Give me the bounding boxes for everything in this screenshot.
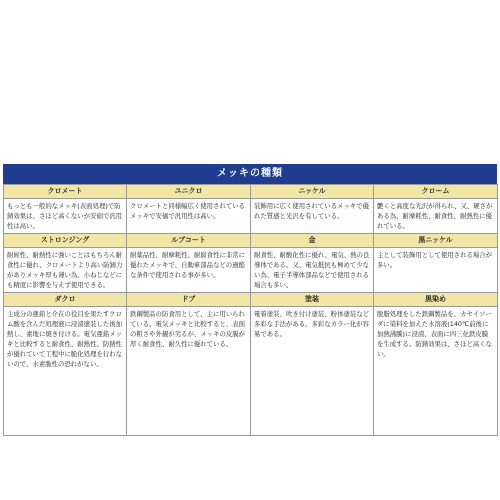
plating-description: 鉄鋼製品の防食用として、主に用いられている。電気メッキと比較すると、表面の粗さや外観が劣るが、メッキの皮膜が厚く耐食性、耐久性に優れている。 [127, 307, 251, 436]
plating-description: 脱脂処理をした鉄鋼製品を、カセイソーダに染料を加えた水溶液(140℃前後に加熱沸騰)に浸漬、表面に四三化鉄皮膜を生成する。防錆効果は、さほど高くない。 [374, 307, 498, 436]
plating-name: ストロンジング [4, 234, 127, 248]
plating-description: 装飾用に広く使用されているメッキで優れた質感と光沢を有している。 [251, 199, 374, 234]
header-row [4, 293, 498, 307]
plating-name: 塗装 [251, 293, 374, 307]
description-row [4, 248, 498, 293]
plating-name: ニッケル [251, 185, 374, 199]
plating-description: もっとも一般的なメッキ(表面処理)で防錆効果は、さほど高くないが安価で汎用性は高い。 [4, 199, 127, 234]
plating-description: 主成分の亜鉛と介在の役目を果たすクロム酸を含んだ処理液に浸漬塗装した後加熱し、素地に焼き付ける。電気亜鉛メッキと比較すると耐食性、耐熱性、防錆性が優れていて工程中に脆化処理を行わないので、水素脆性の恐れがない。 [4, 307, 127, 436]
description-row [4, 199, 498, 234]
description-row [4, 307, 498, 436]
plating-description: 電着塗装、吹き付け塗装、粉体塗装など多彩な手法がある。多彩なカラー化が容易である。 [251, 307, 374, 436]
plating-name: 黒ニッケル [374, 234, 498, 248]
plating-description: 耐食性、耐酸化性に優れ、電気、熱の良導体である。又、電気抵抗も極めて少ない為、電子半導体部品などで使用される場合も多い。 [251, 248, 374, 293]
plating-name: クロメート [4, 185, 127, 199]
plating-types-table [3, 184, 498, 436]
plating-description: 耐薬品性、耐摩耗性、耐腐食性に非常に優れたメッキで、自動車部品などの過酷な条件で使用される事が多い。 [127, 248, 251, 293]
plating-name: クローム [374, 185, 498, 199]
plating-name: ダクロ [4, 293, 127, 307]
plating-name: 黒染め [374, 293, 498, 307]
header-row [4, 234, 498, 248]
plating-types-panel [3, 164, 497, 436]
table-title: メッキの種類 [3, 164, 497, 184]
plating-name: ユニクロ [127, 185, 251, 199]
plating-description: クロメートと同様幅広く使用されているメッキで安価で汎用性は高い。 [127, 199, 251, 234]
plating-description: 艶くと高度な光沢が得られ、又、硬さがある為、耐摩耗性、耐食性、耐熱性に優れている。 [374, 199, 498, 234]
plating-name: ドブ [127, 293, 251, 307]
plating-name: ルブコート [127, 234, 251, 248]
header-row [4, 185, 498, 199]
plating-name: 金 [251, 234, 374, 248]
plating-description: 耐候性、耐熱性に強いことはもちろん耐食性に優れ、クロメートより高い防錆力がありメッキ厚も薄い為、小ねじなどにも精度に影響を与えず使用できる。 [4, 248, 127, 293]
plating-description: 主として装飾用として使用される場合が多い。 [374, 248, 498, 293]
